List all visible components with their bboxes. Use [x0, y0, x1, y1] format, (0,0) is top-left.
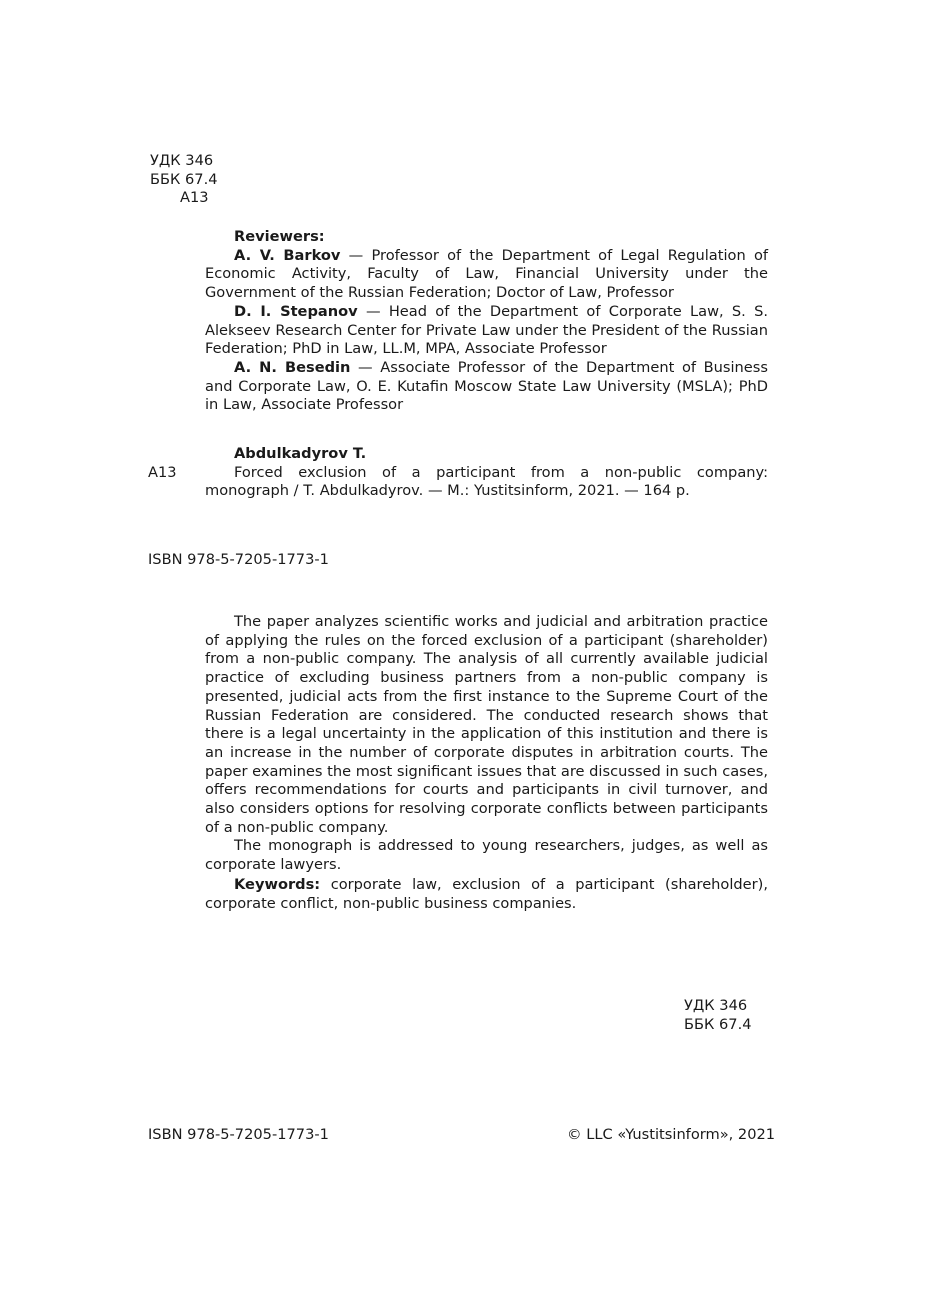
footer-udk: УДК 346 — [684, 997, 748, 1014]
footer-isbn: ISBN 978-5-7205-1773-1 — [148, 1126, 329, 1143]
abstract — [205, 613, 768, 875]
reviewer-name: D. I. Stepanov — [234, 302, 358, 320]
bbk-code: ББК 67.4 — [150, 170, 218, 188]
reviewer-entry — [205, 359, 768, 415]
footer-bbk: ББК 67.4 — [684, 1015, 752, 1033]
keywords-paragraph — [205, 876, 768, 913]
footer-classification — [684, 997, 752, 1034]
abstract-paragraph: The monograph is addressed to young researchers, judges, as well as corporate lawyers. — [205, 837, 768, 874]
reviewer-name: A. N. Besedin — [234, 358, 351, 376]
bibliographic-description: Forced exclusion of a participant from a non-public company: monograph / T. Abdulkadyrov. — M.: Yustitsinform, 2021. — 164 p. — [205, 463, 768, 500]
keywords-text: corporate law, exclusion of a participant (shareholder), corporate conflict, non-public business companies. — [205, 876, 768, 912]
reviewer-description: — Associate Professor of the Department of Business and Corporate Law, O. E. Kutafin Moscow State Law University (MSLA); PhD in Law, Associate Professor — [205, 358, 768, 414]
reviewer-name: A. V. Barkov — [234, 246, 341, 264]
classification-codes — [150, 152, 218, 208]
udk-code: УДК 346 — [150, 152, 214, 169]
copyright: © LLC «Yustitsinform», 2021 — [567, 1126, 776, 1143]
bibliographic-mark: А13 — [148, 464, 177, 481]
keywords-label: Keywords: — [234, 876, 321, 893]
author-name: Abdulkadyrov T. — [234, 445, 367, 462]
reviewers-heading: Reviewers: — [234, 228, 325, 245]
isbn-top: ISBN 978-5-7205-1773-1 — [148, 551, 329, 568]
reviewer-entry — [205, 247, 768, 303]
author-mark: А13 — [180, 189, 209, 206]
reviewer-description: — Head of the Department of Corporate Law, S. S. Alekseev Research Center for Private Law under the President of the Russian Federation; PhD in Law, LL.M, MPA, Associate Professor — [205, 302, 768, 358]
bibliographic-record — [205, 445, 768, 501]
keywords — [205, 876, 768, 913]
reviewer-entry — [205, 303, 768, 359]
abstract-paragraph: The paper analyzes scientific works and judicial and arbitration practice of applying the rules on the forced exclusion of a participant (shareholder) from a non-public company. The analysis of all currently available judicial practice of excluding business partners from a non-public company is presented, judicial acts from the first instance to the Supreme Court of the Russian Federation are considered. The conducted research shows that there is a legal uncertainty in the application of this institution and there is an increase in the number of corporate disputes in arbitration courts. The paper examines the most significant issues that are discussed in such cases, offers recommendations for courts and participants in civil turnover, and also considers options for resolving corporate conflicts between participants of a non-public company. — [205, 613, 768, 836]
reviewers-section — [205, 228, 768, 415]
reviewer-description: — Professor of the Department of Legal Regulation of Economic Activity, Faculty of Law, Financial University under the Government of the Russian Federation; Doctor of Law, Professor — [205, 246, 769, 302]
